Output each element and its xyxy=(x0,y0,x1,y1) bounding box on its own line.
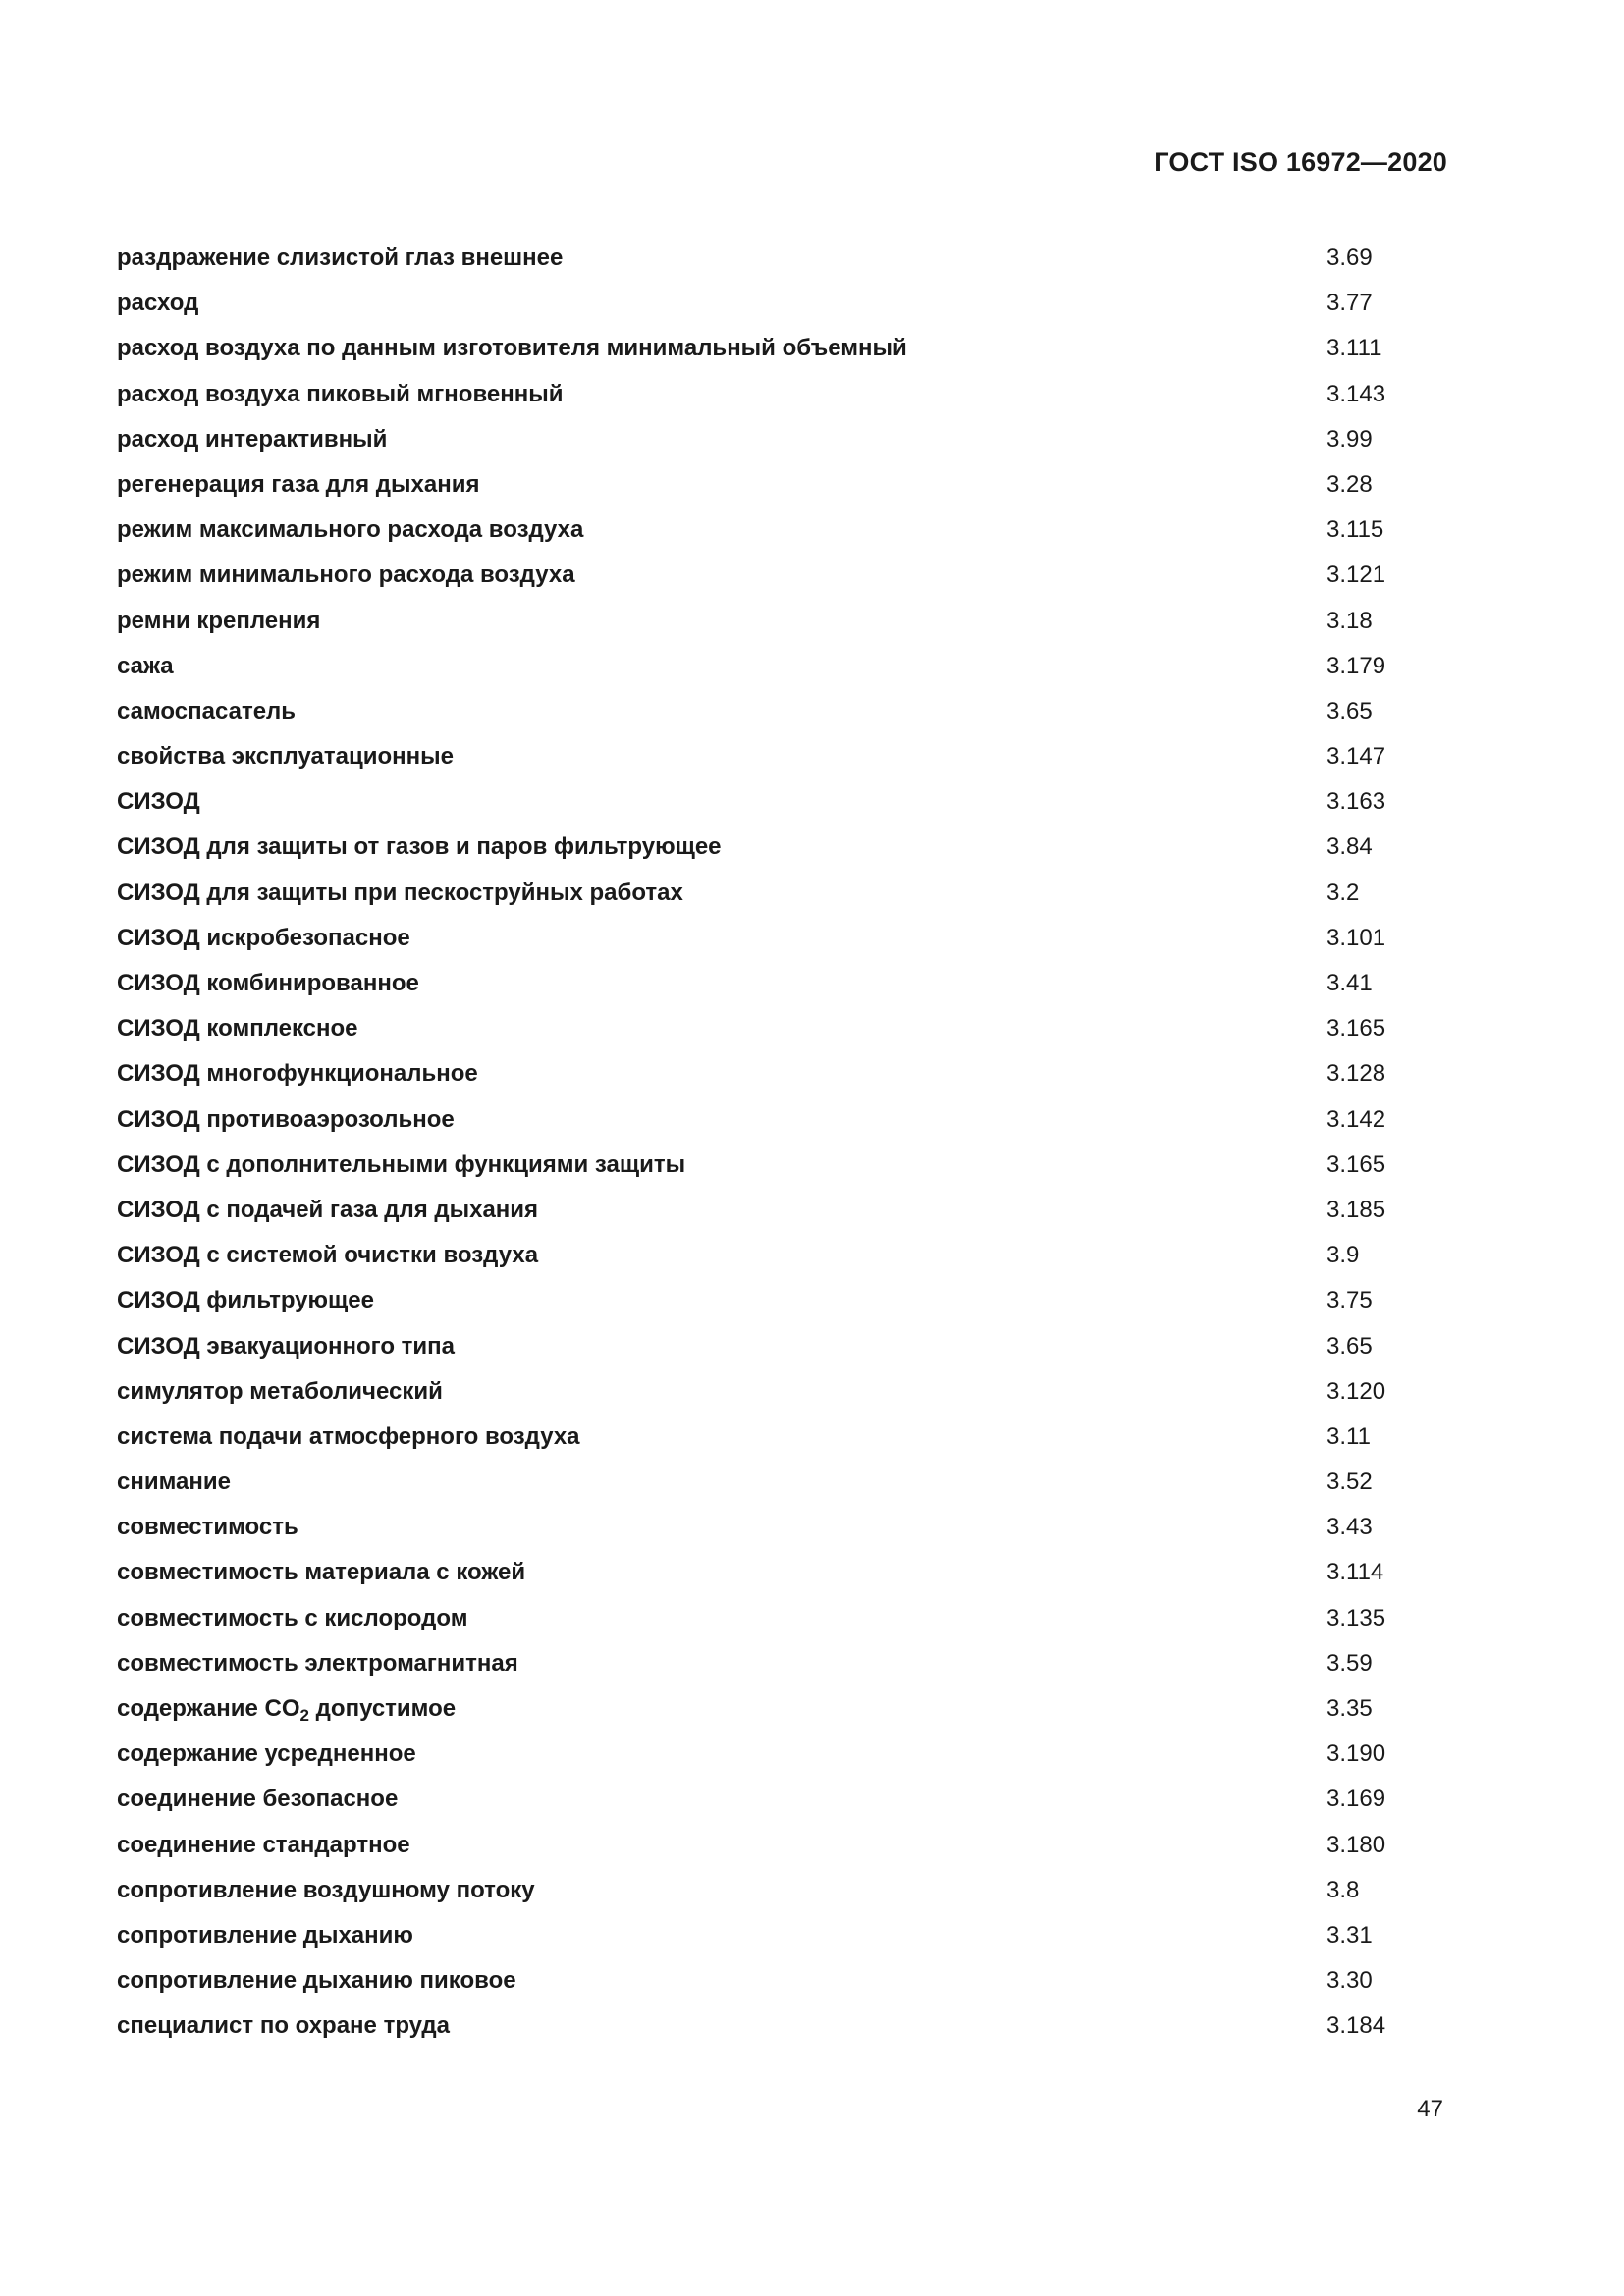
index-term: СИЗОД для защиты от газов и паров фильтрующее xyxy=(117,833,722,861)
index-term: СИЗОД противоаэрозольное xyxy=(117,1105,455,1133)
index-term: раздражение слизистой глаз внешнее xyxy=(117,244,564,271)
index-term xyxy=(117,1686,456,1732)
index-term: самоспасатель xyxy=(117,697,297,724)
index-entry xyxy=(117,1868,1393,1913)
index-term: СИЗОД фильтрующее xyxy=(117,1287,374,1314)
index-entry xyxy=(117,1505,1393,1550)
index-reference: 3.142 xyxy=(1326,1105,1386,1133)
index-term: СИЗОД комплексное xyxy=(117,1015,358,1042)
index-reference: 3.163 xyxy=(1326,788,1386,816)
index-term: сажа xyxy=(117,652,174,679)
index-reference: 3.180 xyxy=(1326,1831,1386,1858)
index-reference: 3.65 xyxy=(1326,697,1373,724)
index-entry xyxy=(117,281,1393,326)
index-entry xyxy=(117,1958,1393,2003)
index-reference: 3.190 xyxy=(1326,1740,1386,1768)
document-header: ГОСТ ISO 16972—2020 xyxy=(1154,147,1447,177)
index-reference: 3.84 xyxy=(1326,833,1373,861)
index-entry xyxy=(117,871,1393,916)
index-entry xyxy=(117,1777,1393,1822)
index-entry xyxy=(117,236,1393,281)
index-reference: 3.35 xyxy=(1326,1695,1373,1722)
index-term: соединение безопасное xyxy=(117,1786,399,1813)
index-reference: 3.121 xyxy=(1326,561,1386,589)
index-entry xyxy=(117,2003,1393,2049)
index-entry xyxy=(117,1460,1393,1505)
index-entry xyxy=(117,1415,1393,1460)
index-entry xyxy=(117,1278,1393,1323)
index-term: СИЗОД с дополнительными функциями защиты xyxy=(117,1150,686,1178)
index-reference: 3.75 xyxy=(1326,1287,1373,1314)
index-term: совместимость с кислородом xyxy=(117,1604,468,1631)
index-term: совместимость материала с кожей xyxy=(117,1559,526,1586)
index-reference: 3.41 xyxy=(1326,970,1373,996)
index-reference: 3.2 xyxy=(1326,879,1360,906)
index-term: расход воздуха пиковый мгновенный xyxy=(117,380,564,407)
index-reference: 3.120 xyxy=(1326,1377,1386,1405)
index-reference: 3.147 xyxy=(1326,743,1386,771)
index-term: СИЗОД эвакуационного типа xyxy=(117,1332,456,1360)
index-term: снимание xyxy=(117,1468,231,1496)
index-reference: 3.165 xyxy=(1326,1015,1386,1042)
index-reference: 3.77 xyxy=(1326,290,1373,317)
index-entry xyxy=(117,462,1393,507)
index-reference: 3.179 xyxy=(1326,652,1386,679)
index-entry xyxy=(117,825,1393,870)
index-reference: 3.9 xyxy=(1326,1242,1360,1269)
index-reference: 3.18 xyxy=(1326,607,1373,634)
index-reference: 3.169 xyxy=(1326,1786,1386,1813)
index-entry xyxy=(117,1097,1393,1143)
index-entry xyxy=(117,1641,1393,1686)
index-entry xyxy=(117,1550,1393,1595)
index-term: регенерация газа для дыхания xyxy=(117,470,480,498)
index-term-suffix: допустимое xyxy=(309,1695,457,1722)
index-term: режим максимального расхода воздуха xyxy=(117,516,584,544)
index-reference: 3.165 xyxy=(1326,1150,1386,1178)
page-number: 47 xyxy=(1417,2096,1443,2122)
index-term: СИЗОД с подачей газа для дыхания xyxy=(117,1196,539,1223)
index-term: специалист по охране труда xyxy=(117,2012,450,2040)
index-entry xyxy=(117,1823,1393,1868)
index-entry xyxy=(117,1233,1393,1278)
index-term: соединение стандартное xyxy=(117,1831,410,1858)
index-term: СИЗОД с системой очистки воздуха xyxy=(117,1242,539,1269)
index-term: СИЗОД для защиты при пескоструйных работах xyxy=(117,879,683,906)
index-entry xyxy=(117,1143,1393,1188)
index-entry xyxy=(117,1686,1393,1732)
index-entry xyxy=(117,507,1393,553)
index-term: СИЗОД многофункциональное xyxy=(117,1060,478,1088)
index-term: система подачи атмосферного воздуха xyxy=(117,1422,580,1450)
index-term: СИЗОД xyxy=(117,788,200,816)
index-reference: 3.30 xyxy=(1326,1967,1373,1995)
index-term: режим минимального расхода воздуха xyxy=(117,561,575,589)
index-term: ремни крепления xyxy=(117,607,321,634)
index-term: совместимость электромагнитная xyxy=(117,1649,518,1677)
index-entry xyxy=(117,1369,1393,1415)
term-index-list xyxy=(117,236,1393,2050)
index-entry xyxy=(117,553,1393,598)
index-term: свойства эксплуатационные xyxy=(117,743,454,771)
index-term-prefix: содержание CO xyxy=(117,1695,300,1722)
index-term: сопротивление воздушному потоку xyxy=(117,1876,535,1903)
index-entry xyxy=(117,1596,1393,1641)
index-reference: 3.143 xyxy=(1326,380,1386,407)
index-reference: 3.28 xyxy=(1326,470,1373,498)
index-entry xyxy=(117,372,1393,417)
index-reference: 3.99 xyxy=(1326,425,1373,453)
index-term-subscript: 2 xyxy=(299,1706,310,1725)
index-reference: 3.115 xyxy=(1326,516,1384,544)
index-entry xyxy=(117,916,1393,961)
index-term: СИЗОД комбинированное xyxy=(117,970,419,996)
index-entry xyxy=(117,1051,1393,1096)
index-reference: 3.11 xyxy=(1326,1422,1371,1450)
index-entry xyxy=(117,326,1393,371)
index-term: расход воздуха по данным изготовителя минимальный объемный xyxy=(117,335,907,362)
index-term: СИЗОД искробезопасное xyxy=(117,924,410,951)
index-reference: 3.101 xyxy=(1326,924,1386,951)
index-entry xyxy=(117,961,1393,1006)
index-entry xyxy=(117,734,1393,779)
index-reference: 3.65 xyxy=(1326,1332,1373,1360)
index-reference: 3.59 xyxy=(1326,1649,1373,1677)
index-entry xyxy=(117,779,1393,825)
index-term: совместимость xyxy=(117,1514,298,1541)
index-entry xyxy=(117,1324,1393,1369)
index-reference: 3.31 xyxy=(1326,1921,1373,1949)
index-term: содержание усредненное xyxy=(117,1740,416,1768)
index-reference: 3.135 xyxy=(1326,1604,1386,1631)
index-reference: 3.69 xyxy=(1326,244,1373,271)
index-entry xyxy=(117,417,1393,462)
index-reference: 3.43 xyxy=(1326,1514,1373,1541)
index-reference: 3.114 xyxy=(1326,1559,1384,1586)
index-reference: 3.111 xyxy=(1326,335,1382,362)
index-entry xyxy=(117,599,1393,644)
index-reference: 3.184 xyxy=(1326,2012,1386,2040)
index-entry xyxy=(117,1913,1393,1958)
index-term: расход xyxy=(117,290,199,317)
index-entry xyxy=(117,1732,1393,1777)
index-entry xyxy=(117,689,1393,734)
index-entry xyxy=(117,1188,1393,1233)
index-term: сопротивление дыханию пиковое xyxy=(117,1967,516,1995)
index-entry xyxy=(117,644,1393,689)
index-term: сопротивление дыханию xyxy=(117,1921,413,1949)
index-reference: 3.128 xyxy=(1326,1060,1386,1088)
index-reference: 3.8 xyxy=(1326,1876,1360,1903)
index-reference: 3.52 xyxy=(1326,1468,1373,1496)
index-term: расход интерактивный xyxy=(117,425,388,453)
index-reference: 3.185 xyxy=(1326,1196,1386,1223)
index-entry xyxy=(117,1006,1393,1051)
index-term: симулятор метаболический xyxy=(117,1377,443,1405)
